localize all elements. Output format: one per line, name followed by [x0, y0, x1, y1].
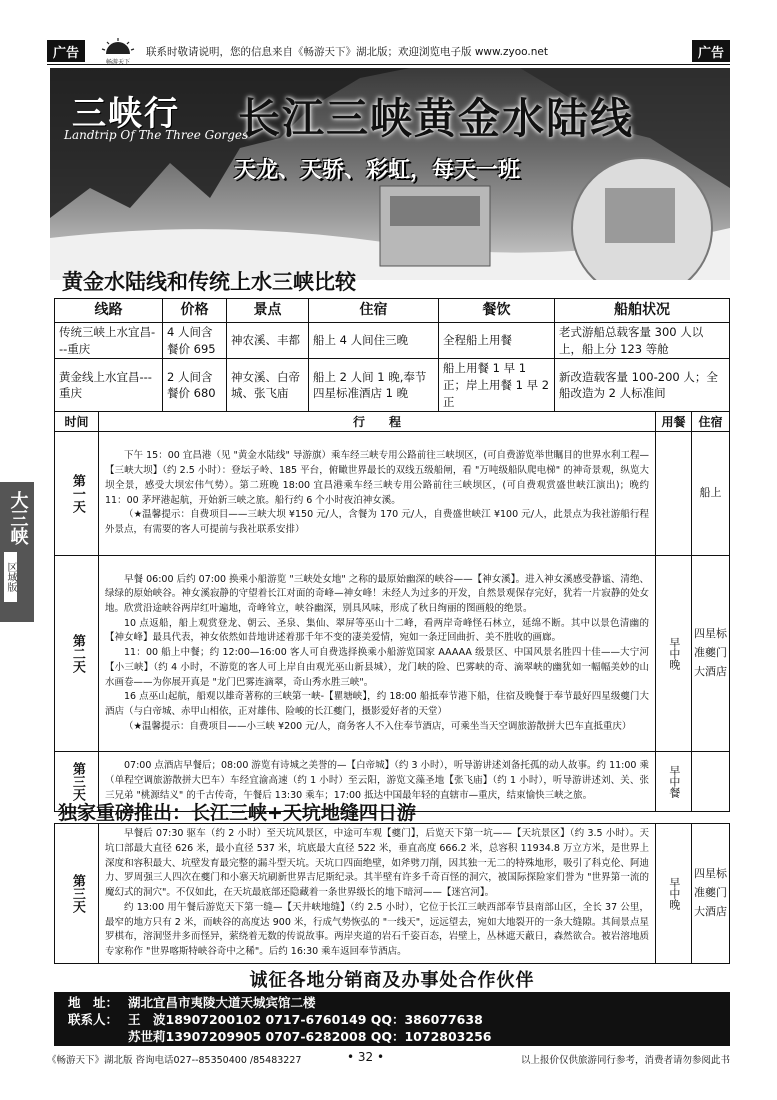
day-row: [55, 556, 730, 752]
contact-line-2: 苏世莉13907209905 0707-6282008 QQ：1072803256: [128, 1029, 492, 1044]
hotel-cell: 四星标准夔门大酒店: [692, 824, 730, 964]
meal-cell: 早中晚: [656, 556, 692, 752]
contact-line: [68, 1011, 716, 1028]
address: 湖北宜昌市夷陵大道天城宾馆二楼: [128, 995, 316, 1010]
cell: 神农溪、丰都: [227, 323, 309, 359]
col-stay: 住宿: [309, 299, 439, 323]
cell: 老式游船总载客量 300 人以上，船上分 123 等舱: [555, 323, 730, 359]
col-meal: 用餐: [656, 412, 692, 432]
meal-cell: [656, 432, 692, 556]
cell: 船上 2 人间 1 晚,奉节四星标准酒店 1 晚: [309, 359, 439, 412]
cell: 4 人间含餐价 695: [163, 323, 227, 359]
cell: 2 人间含餐价 680: [163, 359, 227, 412]
ad-tag-right: 广告: [692, 40, 730, 62]
page-number: • 32 •: [347, 1050, 385, 1064]
cell: 船上 4 人间住三晚: [309, 323, 439, 359]
promo-itinerary-table: [54, 823, 730, 964]
compare-table: [54, 298, 730, 412]
day-row: [55, 432, 730, 556]
brand-title: 三峡行: [72, 94, 180, 134]
day-label: 第一天: [55, 432, 99, 556]
paragraph: 早餐 06:00 后约 07:00 换乘小船游览 "三峡处女地" 之称的最原始幽深的峡谷——【神女溪】。进入神女溪感受静谧、清绝、绿绿的原始峡谷。神女溪寂静的守望着长江对面的奇峰—神女峰！未经人为过多的开发，自然景观保存完好，犹若一片寂静的处女地。欣赏沿途峡谷两岸红叶遍地，奇峰耸立，峡谷幽深，别具风味，形成了秋日绚丽的图画般的绝景。: [105, 573, 649, 614]
paragraph: 11：00 船上中餐；约 12:00—16:00 客人可自费选择换乘小船游览国家 AAAAA 级景区、中国风景名胜四十佳——大宁河【小三峡】（约 4 小时，不游览的客人可上岸自由观光巫山新县城），龙门峡的险、巴雾峡的奇、滴翠峡的幽犹如一幅幅美妙的山水画卷——为你展开真是 "龙门巴雾连滴翠，奇山秀水胜三峡"。: [105, 647, 649, 688]
col-itinerary: 行 程: [99, 412, 656, 432]
ad-tag-left: 广告: [47, 40, 85, 62]
meal-cell: 早中餐: [656, 752, 692, 812]
footer-disclaimer: 以上报价仅供旅游同行参考，消费者请勿参阅此书: [520, 1055, 730, 1066]
promo-title: 独家重磅推出：长江三峡+天坑地缝四日游: [58, 802, 416, 824]
brand-subtitle: Landtrip Of The Three Gorges: [64, 128, 249, 142]
subheadline: 天龙、天骄、彩虹，每天一班: [234, 158, 521, 183]
day-label: 第三天: [55, 752, 99, 812]
col-price: 价格: [163, 299, 227, 323]
day-description: [99, 556, 656, 752]
paragraph: （★温馨提示：自费项目——小三峡 ¥200 元/人，商务客人不入住奉节酒店，可乘坐当天空调旅游散拼大巴车直抵重庆）: [124, 720, 632, 732]
footer-publisher: 《畅游天下》湖北版 咨询电话027--85350400 /85483227: [47, 1055, 302, 1066]
paragraph: （★温馨提示：自费项目——三峡大坝 ¥150 元/人，含餐为 170 元/人，自费盛世峡江 ¥100 元/人，此景点为我社游船行程外景点，有需要的客人可提前与我社联系安排）: [105, 509, 649, 535]
day-label: 第三天: [55, 824, 99, 964]
paragraph: 10 点返船，船上观赏登龙、朝云、圣泉、集仙、翠屏等巫山十二峰，看两岸奇峰怪石林立，延绵不断。其中以景色清幽的【神女峰】最具代表，神女依然如昔地讲述着那千年不变的凄美爱情，宛如一条迂回曲折、美不胜收的画廊。: [105, 617, 649, 644]
col-ship: 船舶状况: [555, 299, 730, 323]
paragraph: 16 点巫山起航，船观以雄奇著称的三峡第一峡-【瞿塘峡】，约 18:00 船抵奉节港下船，住宿及晚餐于奉节最好四星级夔门大酒店（与白帝城、赤甲山相依，正对雄伟、险峻的长江夔门，摄影爱好者的天堂）: [105, 691, 649, 718]
headline: 长江三峡黄金水陆线: [238, 94, 635, 143]
hotel-cell: [692, 752, 730, 812]
day-description: [99, 824, 656, 964]
compare-header-row: [55, 299, 730, 323]
itinerary-header-row: [55, 412, 730, 432]
contact-box: [54, 992, 730, 1046]
paragraph: 早餐后 07:30 驱车（约 2 小时）至天坑风景区，中途可车观【夔门】，后览天下第一坑——【天坑景区】（约 3.5 小时）。天坑口部最大直径 626 米，最小直径 537 米，坑底最大直径 522 米，垂直高度 666.2 米，总容积 11934.8 万立方米，是世界上深度和容积最大、坑壁发育最完整的漏斗型天坑。天坑口四面绝壁，如斧劈刀削，因其独一无二的特殊地形，吸引了科克伦、阿迪力、罗周强三人四次在夔门和小寨天坑刷新世界吉尼斯纪录。其半壁有许多千奇百怪的洞穴，被国际探险家们誉为 "世界第一流的魔幻式的洞穴"。不仅如此，在天坑最底部还隐藏着一条世界级长的地下暗河——【迷宫河】。: [105, 828, 649, 899]
day-description: [99, 432, 656, 556]
table-row: [55, 323, 730, 359]
person-label: 联系人：: [68, 1012, 119, 1027]
cell: 新改造载客量 100-200 人；全船改造为 2 人标准间: [555, 359, 730, 412]
contact-1: 王 波18907200102 0717-6760149 QQ：386077638: [128, 1012, 483, 1027]
col-sights: 景点: [227, 299, 309, 323]
cell: 黄金线上水宜昌---重庆: [55, 359, 163, 412]
side-tab-label: 区域版: [4, 552, 17, 602]
partner-recruit-banner: 诚征各地分销商及办事处合作伙伴: [249, 970, 535, 991]
meal-cell: 早中晚: [656, 824, 692, 964]
col-hotel: 住宿: [692, 412, 730, 432]
cell: 全程船上用餐: [439, 323, 555, 359]
paragraph: 下午 15：00 宜昌港（见 "黄金水陆线" 导游旗）乘车经三峡专用公路前往三峡坝区，(可自费游览举世瞩目的世界水利工程—【三峡大坝】（约 2.5 小时）：登坛子岭、185 平台，俯瞰世界最长的双线五级船闸，看 "万吨级船队爬电梯" 的神奇景观，纵览大坝全景，感受大坝宏伟气势）。第二班晚 18:00 宜昌港乘车经三峡专用公路前往三峡坝区，(可自费观赏盛世峡江演出)；晚约 11：00 茅坪港起航，开始新三峡之旅。船行约 6 个小时夜泊神女溪。: [105, 450, 649, 506]
cell: 船上用餐 1 早 1 正；岸上用餐 1 早 2 正: [439, 359, 555, 412]
col-time: 时间: [55, 412, 99, 432]
col-route: 线路: [55, 299, 163, 323]
day-label: 第二天: [55, 556, 99, 752]
cell: 神女溪、白帝城、张飞庙: [227, 359, 309, 412]
logo-text: 畅游天下: [105, 59, 131, 66]
itinerary-table: [54, 411, 730, 812]
day-row: [55, 824, 730, 964]
hotel-cell: 船上: [692, 432, 730, 556]
notice-text: 联系时敬请说明，您的信息来自《畅游天下》湖北版；欢迎浏览电子版 www.zyoo.net: [146, 46, 548, 58]
paragraph: 07:00 点酒店早餐后；08:00 游览有诗城之美誉的—【白帝城】（约 3 小时），听导游讲述刘备托孤的动人故事。约 11:00 乘（单程空调旅游散拼大巴车）车经宜渝高速（约 1 小时）至云阳，游览文藻圣地【张飞庙】（约 1 小时），听导游讲述刘、关、张三兄弟 "桃源结义" 的千古传奇，午餐后 13:30 乘车；17:00 抵达中国最年轻的直辖市—重庆，结束愉快三峡之旅。: [105, 760, 649, 801]
divider: [47, 64, 730, 65]
side-tab-title: 大三峡: [7, 491, 29, 545]
paragraph: 约 13:00 用午餐后游览天下第一缝—【天井峡地缝】（约 2.5 小时），它位于长江三峡西部奉节县南部山区，全长 37 公里，最窄的地方只有 2 米，而峡谷的高度达 900 米，行成气势恢弘的 "一线天"，远远望去，宛如大地裂开的一条大缝隙。其间景点星罗棋布，溶洞竖井多而怪异，萦绕着无数的传说故事。两岸夹道的岩石千姿百态，岩壁上，丛林遮天蔽日，森然欲合。被岩溶地质专家称作 "世界喀斯特峡谷奇中之稀"。后约 16:30 乘车返回奉节酒店。: [105, 901, 649, 958]
table-row: [55, 359, 730, 412]
col-meals: 餐饮: [439, 299, 555, 323]
cell: 传统三峡上水宜昌---重庆: [55, 323, 163, 359]
hotel-cell: 四星标准夔门大酒店: [692, 556, 730, 752]
region-side-tab: [0, 482, 34, 622]
address-label: 地 址：: [68, 995, 119, 1010]
sun-logo-icon: [98, 36, 138, 66]
compare-title: 黄金水陆线和传统上水三峡比较: [62, 270, 356, 294]
address-line: [68, 994, 716, 1011]
